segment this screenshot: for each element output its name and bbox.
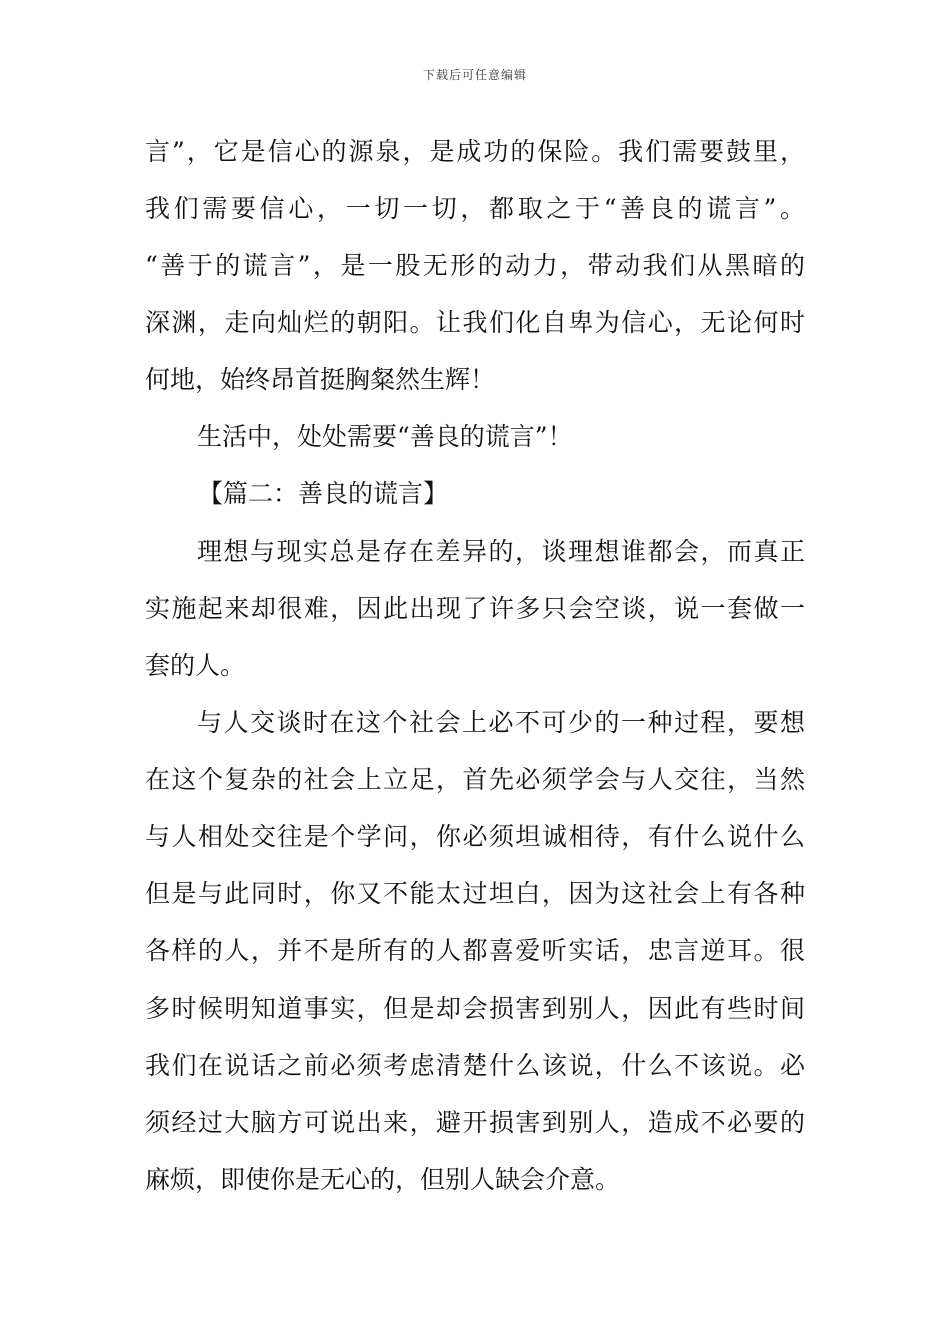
text-line: 麻烦，即使你是无心的，但别人缺会介意。 (145, 1165, 621, 1194)
text-line: 实施起来却很难，因此出现了许多只会空谈，说一套做一 (145, 594, 805, 623)
text-line: 何地，始终昂首挺胸粲然生辉！ (145, 365, 496, 394)
text-line: 多时候明知道事实，但是却会损害到别人，因此有些时间 (145, 994, 805, 1023)
text-line: 须经过大脑方可说出来，避开损害到别人，造成不必要的 (145, 1108, 805, 1137)
text-line: 言”，它是信心的源泉，是成功的保险。我们需要鼓里， (145, 137, 805, 166)
section-heading: 【篇二：善良的谎言】 (198, 479, 449, 508)
text-line: 生活中，处处需要“善良的谎言”！ (197, 422, 573, 451)
text-line: 我们在说话之前必须考虑清楚什么该说，什么不该说。必 (145, 1051, 805, 1080)
text-line: 与人交谈时在这个社会上必不可少的一种过程，要想 (197, 708, 805, 737)
text-line: 各样的人，并不是所有的人都喜爱听实话，忠言逆耳。很 (145, 936, 805, 965)
text-line: 深渊，走向灿烂的朝阳。让我们化自卑为信心，无论何时 (145, 308, 805, 337)
text-line: 与人相处交往是个学问，你必须坦诚相待，有什么说什么 (145, 822, 805, 851)
text-line: “善于的谎言”，是一股无形的动力，带动我们从黑暗的 (145, 251, 805, 280)
text-line: 理想与现实总是存在差异的，谈理想谁都会，而真正 (197, 537, 805, 566)
text-line: 在这个复杂的社会上立足，首先必须学会与人交往，当然 (145, 765, 805, 794)
text-line: 我们需要信心，一切一切，都取之于“善良的谎言”。 (145, 194, 805, 223)
text-line: 套的人。 (145, 651, 246, 680)
text-line: 但是与此同时，你又不能太过坦白，因为这社会上有各种 (145, 879, 805, 908)
page-header-note: 下载后可任意编辑 (422, 68, 527, 82)
